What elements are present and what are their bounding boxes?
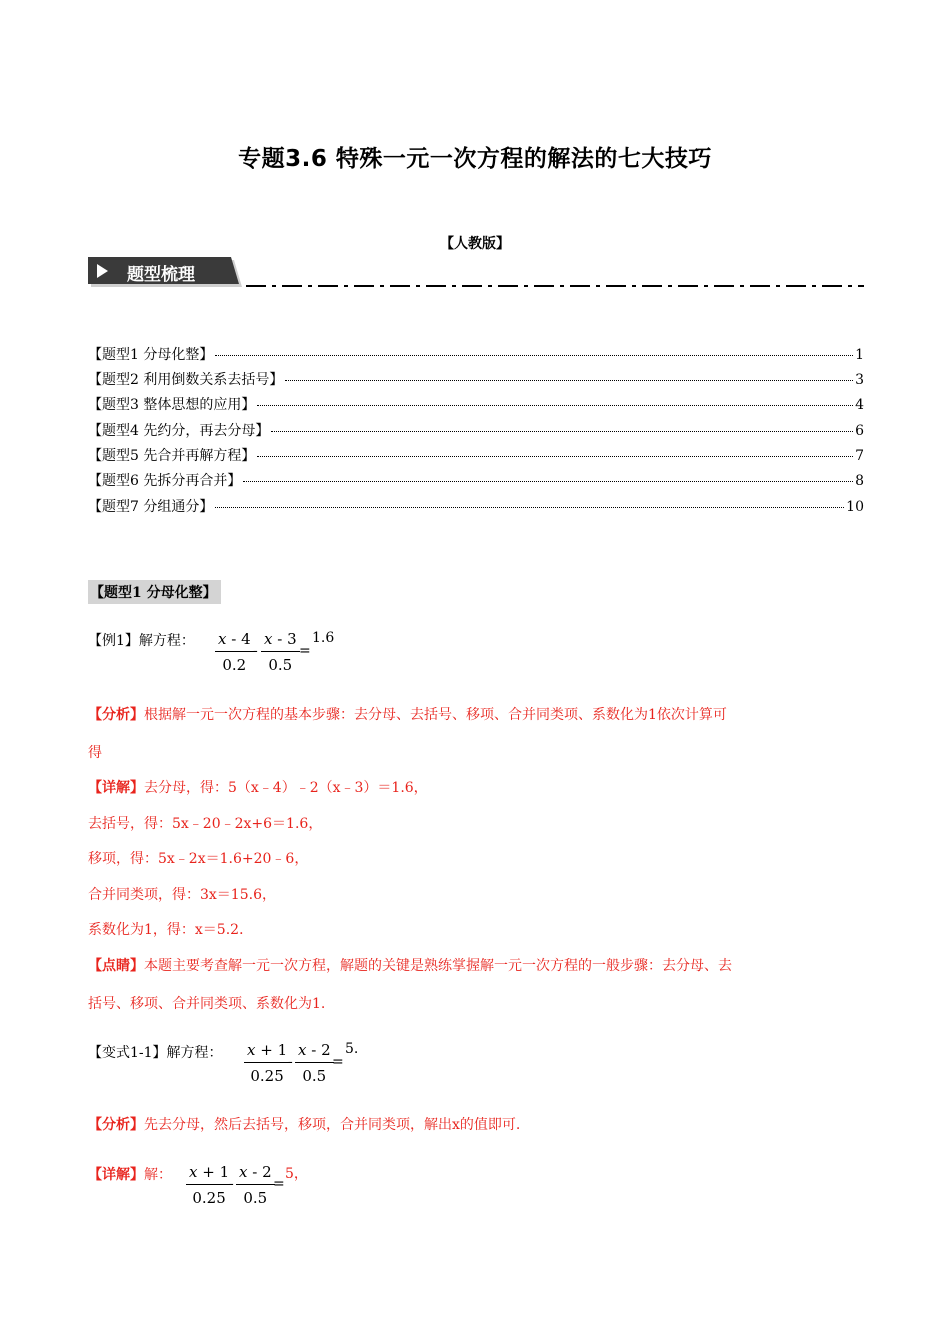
detail-line: [88, 777, 428, 797]
toc-page: 6: [855, 423, 864, 439]
analysis-line: 得: [88, 745, 102, 761]
toc-leader: [243, 467, 853, 482]
variable: x: [298, 1041, 307, 1059]
toc-leader: [215, 493, 844, 508]
toc-label: 【题型2 利用倒数关系去括号】: [88, 372, 284, 388]
toc-page: 10: [846, 499, 864, 515]
detail-line: [88, 1164, 172, 1184]
fraction: [186, 1163, 232, 1207]
numerator-rest: - 2: [306, 1041, 331, 1059]
fraction: [261, 630, 300, 674]
numerator-rest: - 4: [226, 630, 251, 648]
minus-sign: -: [288, 1054, 293, 1070]
analysis-text: 先去分母，然后去括号，移项，合并同类项，解出x的值即可.: [144, 1117, 521, 1133]
detail-text: 去分母，得：5（x﹣4）﹣2（x﹣3）＝1.6，: [144, 780, 428, 796]
toc-item[interactable]: [88, 496, 864, 516]
equals-sign: =: [332, 1054, 344, 1070]
toc-leader: [257, 391, 853, 406]
variable: x: [189, 1163, 198, 1181]
denominator: 0.25: [250, 1067, 284, 1085]
fraction: [215, 630, 254, 674]
toc-label: 【题型5 先合并再解方程】: [88, 448, 256, 464]
analysis-line: [88, 704, 727, 724]
denominator: 0.5: [302, 1067, 327, 1085]
banner-title: 题型梳理: [127, 265, 195, 285]
toc-label: 【题型7 分组通分】: [88, 499, 214, 515]
minus-sign: -: [253, 643, 258, 659]
toc-page: 8: [855, 473, 864, 489]
toc-page: 3: [855, 372, 864, 388]
dash-divider: [246, 283, 864, 289]
comment-line: [88, 955, 732, 975]
document-title: 专题3.6 特殊一元一次方程的解法的七大技巧: [238, 146, 712, 172]
rhs-value: 5，: [285, 1166, 308, 1182]
denominator: 0.2: [222, 656, 247, 674]
toc-label: 【题型4 先约分，再去分母】: [88, 423, 270, 439]
numerator-rest: + 1: [255, 1041, 288, 1059]
toc-item[interactable]: [88, 394, 864, 414]
rhs-value: 5.: [345, 1041, 359, 1057]
variable: x: [264, 630, 273, 648]
variable: x: [239, 1163, 248, 1181]
detail-line: 去括号，得：5x﹣20﹣2x+6＝1.6，: [88, 816, 323, 832]
toc-leader: [257, 442, 853, 457]
toc-page: 4: [855, 397, 864, 413]
comment-line: 括号、移项、合并同类项、系数化为1.: [88, 996, 326, 1012]
detail-line: 移项，得：5x﹣2x＝1.6+20﹣6，: [88, 851, 309, 867]
detail-tag: 【详解】: [88, 780, 144, 796]
toc-leader: [271, 417, 853, 432]
denominator: 0.5: [268, 656, 293, 674]
toc-item[interactable]: [88, 470, 864, 490]
detail-text: 解：: [144, 1167, 172, 1183]
toc-item[interactable]: [88, 420, 864, 440]
detail-line: 合并同类项，得：3x＝15.6，: [88, 887, 276, 903]
comment-text: 本题主要考查解一元一次方程，解题的关键是熟练掌握解一元一次方程的一般步骤：去分母、去: [144, 958, 732, 974]
analysis-tag: 【分析】: [88, 1117, 144, 1133]
minus-sign: -: [229, 1176, 234, 1192]
section-heading: 【题型1 分母化整】: [88, 580, 221, 604]
fraction: [244, 1041, 290, 1085]
denominator: 0.25: [192, 1189, 226, 1207]
toc-label: 【题型6 先拆分再合并】: [88, 473, 242, 489]
toc-leader: [215, 341, 853, 356]
edition-label: 【人教版】: [440, 236, 510, 252]
example-prefix: 【例1】解方程：: [88, 633, 195, 649]
denominator: 0.5: [243, 1189, 268, 1207]
equals-sign: =: [273, 1176, 285, 1192]
variant-prefix: 【变式1-1】解方程：: [88, 1045, 223, 1061]
numerator-rest: - 2: [247, 1163, 272, 1181]
variable: x: [247, 1041, 256, 1059]
variable: x: [218, 630, 227, 648]
toc-item[interactable]: [88, 445, 864, 465]
analysis-line: [88, 1114, 520, 1134]
toc-item[interactable]: [88, 344, 864, 364]
analysis-tag: 【分析】: [88, 707, 144, 723]
detail-tag: 【详解】: [88, 1167, 144, 1183]
numerator-rest: - 3: [272, 630, 297, 648]
detail-line: 系数化为1，得：x＝5.2．: [88, 922, 254, 938]
toc-page: 1: [855, 347, 864, 363]
toc-item[interactable]: [88, 369, 864, 389]
toc-page: 7: [855, 448, 864, 464]
fraction: [236, 1163, 275, 1207]
toc-label: 【题型3 整体思想的应用】: [88, 397, 256, 413]
toc-leader: [285, 366, 853, 381]
rhs-value: 1.6: [312, 630, 335, 646]
toc-label: 【题型1 分母化整】: [88, 347, 214, 363]
comment-tag: 【点睛】: [88, 958, 144, 974]
numerator-rest: + 1: [197, 1163, 230, 1181]
analysis-text: 根据解一元一次方程的基本步骤：去分母、去括号、移项、合并同类项、系数化为1依次计算可: [144, 707, 727, 723]
fraction: [295, 1041, 334, 1085]
equals-sign: =: [299, 643, 311, 659]
